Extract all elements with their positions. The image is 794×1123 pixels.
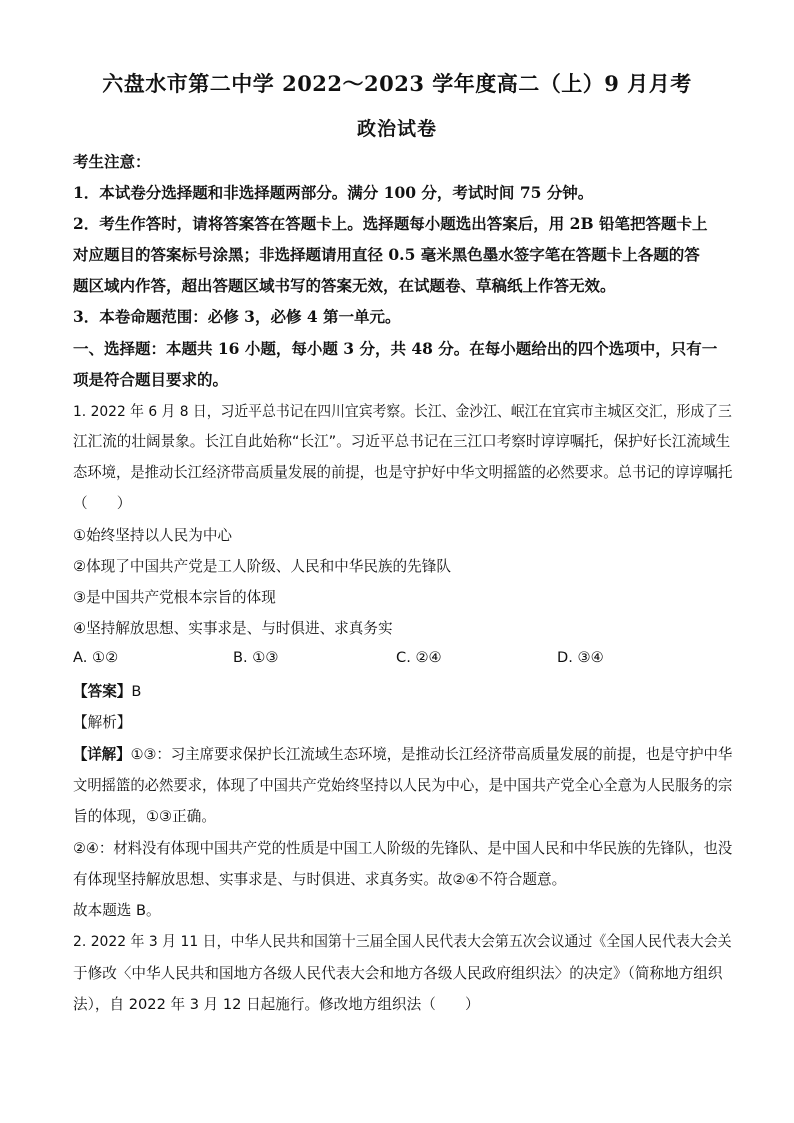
notice-heading: 考生注意： [73,152,151,171]
question-1-answer [73,680,141,701]
question-1-option-c: C. ②④ [396,649,442,666]
question-1-stem-line-1: 1. 2022 年 6 月 8 日，习近平总书记在四川宜宾考察。长江、金沙江、岷江在宜宾市主城区交汇，形成了三 [73,403,732,420]
question-1-statement-2: ②体现了中国共产党是工人阶级、人民和中华民族的先锋队 [73,558,451,575]
question-2-stem-line-2: 于修改〈中华人民共和国地方各级人民代表大会和地方各级人民政府组织法〉的决定》（简称地方组织 [73,965,723,982]
notice-item-1: 1．本试卷分选择题和非选择题两部分。满分 100 分，考试时间 75 分钟。 [73,183,594,202]
question-1-detail-line-4: ②④：材料没有体现中国共产党的性质是中国工人阶级的先锋队、是中国人民和中华民族的先锋队，也没 [73,840,733,857]
question-1-statement-3: ③是中国共产党根本宗旨的体现 [73,589,276,606]
detail-text: ①③：习主席要求保护长江流域生态环境，是推动长江经济带高质量发展的前提，也是守护中华 [130,746,733,763]
section-heading-line-2: 项是符合题目要求的。 [73,370,229,389]
question-1-analysis-label: 【解析】 [73,714,132,731]
question-1-conclusion: 故本题选 B。 [73,902,161,919]
notice-item-2-line-2: 对应题目的答案标号涂黑；非选择题请用直径 0.5 毫米黑色墨水签字笔在答题卡上各题的答 [73,245,700,264]
question-1-option-b: B. ①③ [233,649,279,666]
question-1-detail-line-5: 有体现坚持解放思想、实事求是、与时俱进、求真务实。故②④不符合题意。 [73,871,567,888]
section-heading-line-1: 一、选择题：本题共 16 小题，每小题 3 分，共 48 分。在每小题给出的四个选项中，只有一 [73,339,718,358]
question-1-stem-line-4: （ ） [73,495,132,512]
question-2-stem-line-1: 2. 2022 年 3 月 11 日，中华人民共和国第十三届全国人民代表大会第五次会议通过《全国人民代表大会关 [73,933,732,950]
notice-item-2-line-1: 2．考生作答时，请将答案答在答题卡上。选择题每小题选出答案后，用 2B 铅笔把答题卡上 [73,214,708,233]
exam-subtitle: 政治试卷 [356,118,437,140]
notice-item-2-line-3: 题区域内作答，超出答题区域书写的答案无效，在试题卷、草稿纸上作答无效。 [73,276,616,295]
question-1-statement-4: ④坚持解放思想、实事求是、与时俱进、求真务实 [73,620,393,637]
notice-item-3: 3．本卷命题范围：必修 3，必修 4 第一单元。 [73,307,401,326]
detail-label: 【详解】 [73,746,131,763]
question-2-stem-line-3: 法），自 2022 年 3 月 12 日起施行。修改地方组织法（ ） [73,996,480,1013]
question-1-statement-1: ①始终坚持以人民为中心 [73,527,233,544]
question-1-detail-line-2: 文明摇篮的必然要求，体现了中国共产党始终坚持以人民为中心，是中国共产党全心全意为人民服务的宗 [73,777,733,794]
question-1-option-a: A. ①② [73,649,119,666]
question-1-detail-line-3: 旨的体现，①③正确。 [73,808,216,825]
answer-label: 【答案】 [73,683,132,700]
question-1-stem-line-3: 态环境，是推动长江经济带高质量发展的前提，也是守护好中华文明摇篮的必然要求。总书记的谆谆嘱托 [73,464,733,481]
answer-value: B [131,683,142,700]
question-1-option-d: D. ③④ [557,649,604,666]
question-1-stem-line-2: 江汇流的壮阔景象。长江自此始称“长江”。习近平总书记在三江口考察时谆谆嘱托，保护好长江流域生 [73,433,731,450]
question-1-detail-line-1 [73,743,732,764]
exam-title: 六盘水市第二中学 2022～2023 学年度高二（上）9 月月考 [102,71,692,96]
